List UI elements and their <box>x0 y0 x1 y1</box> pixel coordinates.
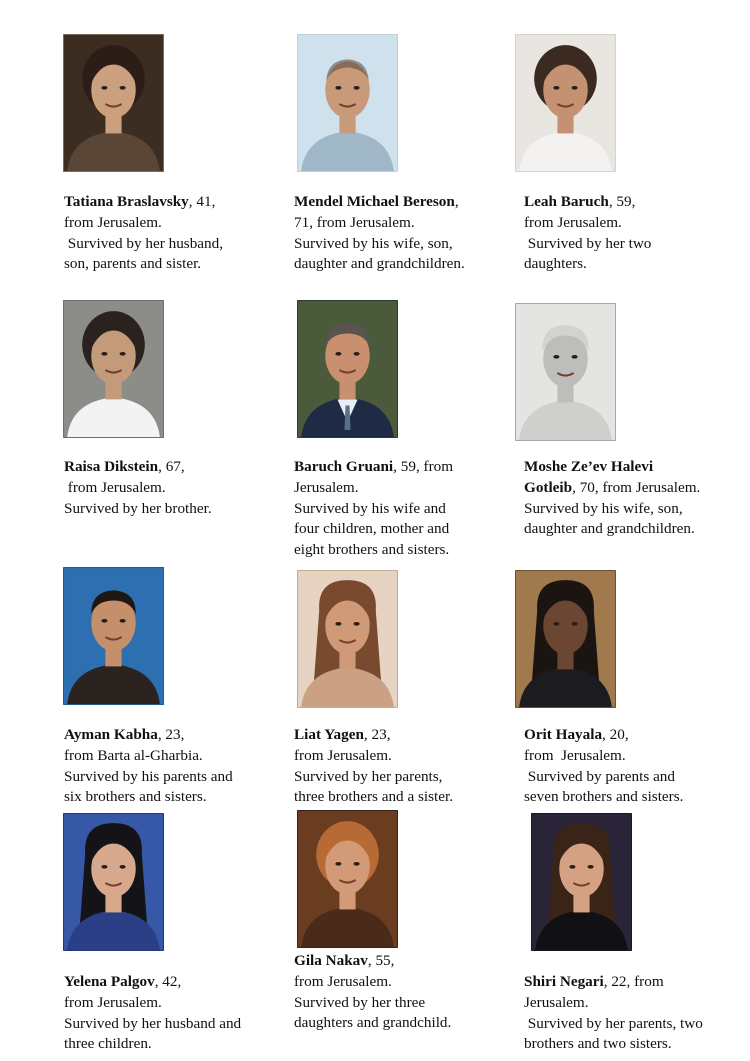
portrait-woman-icon <box>531 813 632 951</box>
person-caption <box>524 192 750 275</box>
person-details: , 59, from Jerusalem. Survived by her two daughters. <box>524 193 652 273</box>
person-details: , 20, from Jerusalem. Survived by parents and seven brothers and sisters. <box>524 726 684 806</box>
person-name: Moshe Ze’ev Halevi Gotleib <box>524 458 654 496</box>
person-caption <box>294 725 534 808</box>
person-caption <box>64 457 304 519</box>
portrait-woman-icon <box>63 813 164 951</box>
person-details: , 67, from Jerusalem. Survived by her brother. <box>64 458 212 517</box>
person-details: , 41, from Jerusalem. Survived by her husband, son, parents and sister. <box>64 193 224 273</box>
person-name: Ayman Kabha <box>64 726 158 743</box>
person-details: , 23, from Jerusalem. Survived by her parents, three brothers and a sister. <box>294 726 453 806</box>
portrait-woman-icon <box>297 810 398 948</box>
person-name: Mendel Michael Bereson <box>294 193 455 210</box>
person-name: Tatiana Braslavsky <box>64 193 189 210</box>
person-name: Liat Yagen <box>294 726 364 743</box>
person-name: Gila Nakav <box>294 952 368 969</box>
portrait-man-icon <box>63 567 164 705</box>
person-name: Yelena Palgov <box>64 973 155 990</box>
person-caption <box>294 951 534 1034</box>
portrait-man-icon <box>297 34 398 172</box>
person-details: , 22, from Jerusalem. Survived by her parents, two brothers and two sisters. <box>524 973 703 1053</box>
person-name: Raisa Dikstein <box>64 458 159 475</box>
portrait-woman-icon <box>515 570 616 708</box>
person-details: , 55, from Jerusalem. Survived by her three daughters and grandchild. <box>294 952 452 1032</box>
person-caption <box>294 192 534 275</box>
person-details: , 71, from Jerusalem. Survived by his wife, son, daughter and grandchildren. <box>294 193 465 273</box>
person-name: Shiri Negari <box>524 973 604 990</box>
person-caption <box>524 972 750 1055</box>
person-caption <box>64 972 304 1055</box>
person-name: Baruch Gruani <box>294 458 394 475</box>
person-details: , 23, from Barta al-Gharbia. Survived by his parents and six brothers and sisters. <box>64 726 233 806</box>
person-caption <box>524 725 750 808</box>
portrait-woman-icon <box>297 570 398 708</box>
portrait-man-icon <box>515 303 616 441</box>
person-name: Leah Baruch <box>524 193 609 210</box>
person-details: , 70, from Jerusalem. Survived by his wife, son, daughter and grandchildren. <box>524 478 701 538</box>
person-caption <box>524 457 750 540</box>
person-details: , 59, from Jerusalem. Survived by his wife and four children, mother and eight brothers and sisters. <box>294 458 454 559</box>
portrait-woman-icon <box>515 34 616 172</box>
person-details: , 42, from Jerusalem. Survived by her husband and three children. <box>64 973 242 1053</box>
portrait-woman-icon <box>63 300 164 438</box>
portrait-man-icon <box>297 300 398 438</box>
person-name: Orit Hayala <box>524 726 603 743</box>
person-caption <box>294 457 534 561</box>
person-caption <box>64 725 304 808</box>
person-caption <box>64 192 304 275</box>
portrait-woman-icon <box>63 34 164 172</box>
